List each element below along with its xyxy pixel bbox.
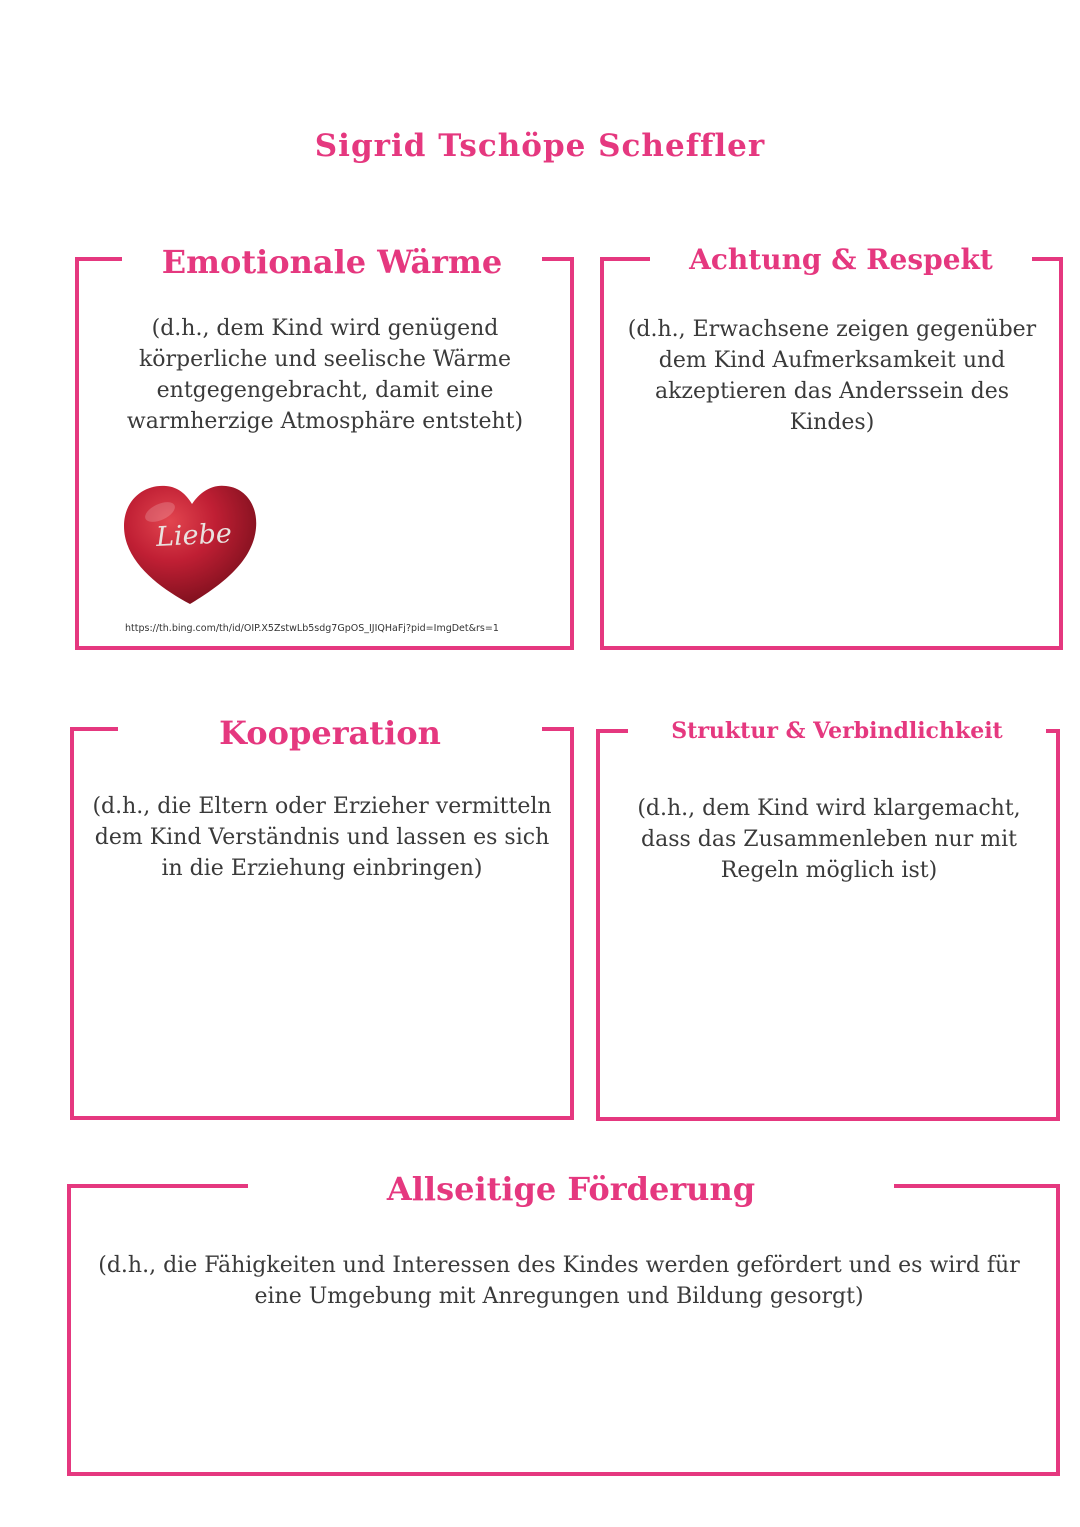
heart-label: Liebe [155, 518, 233, 553]
box-text-cooperation: (d.h., die Eltern oder Erzieher vermitteln dem Kind Verständnis und lassen es sich in die Erziehung einbringen) [92, 794, 552, 881]
box-title-respect: Achtung & Respekt [650, 240, 1032, 280]
box-text-respect: (d.h., Erwachsene zeigen gegenüber dem Kind Aufmerksamkeit und akzeptieren das Anderssein des Kindes) [627, 317, 1037, 435]
box-text-structure: (d.h., dem Kind wird klargemacht, dass das Zusammenleben nur mit Regeln möglich ist) [637, 796, 1021, 883]
box-title-emotional-warmth: Emotionale Wärme [122, 240, 542, 284]
box-title-cooperation: Kooperation [118, 711, 542, 755]
box-cooperation [70, 727, 574, 1120]
box-title-support: Allseitige Förderung [248, 1167, 894, 1211]
box-title-structure: Struktur & Verbindlichkeit [628, 716, 1046, 746]
page-title: Sigrid Tschöpe Scheffler [314, 128, 766, 164]
box-support [67, 1184, 1060, 1476]
image-source-caption: https://th.bing.com/th/id/OIP.X5ZstwLb5sdg7GpOS_IJIQHaFj?pid=ImgDet&rs=1 [125, 623, 499, 634]
box-text-support: (d.h., die Fähigkeiten und Interessen des Kindes werden gefördert und es wird für eine Umgebung mit Anregungen und Bildung gesorgt) [98, 1253, 1020, 1309]
box-text-emotional-warmth: (d.h., dem Kind wird genügend körperliche und seelische Wärme entgegengebracht, damit eine warmherzige Atmosphäre entsteht) [126, 316, 524, 434]
heart-image [120, 478, 260, 608]
box-structure [596, 729, 1060, 1121]
